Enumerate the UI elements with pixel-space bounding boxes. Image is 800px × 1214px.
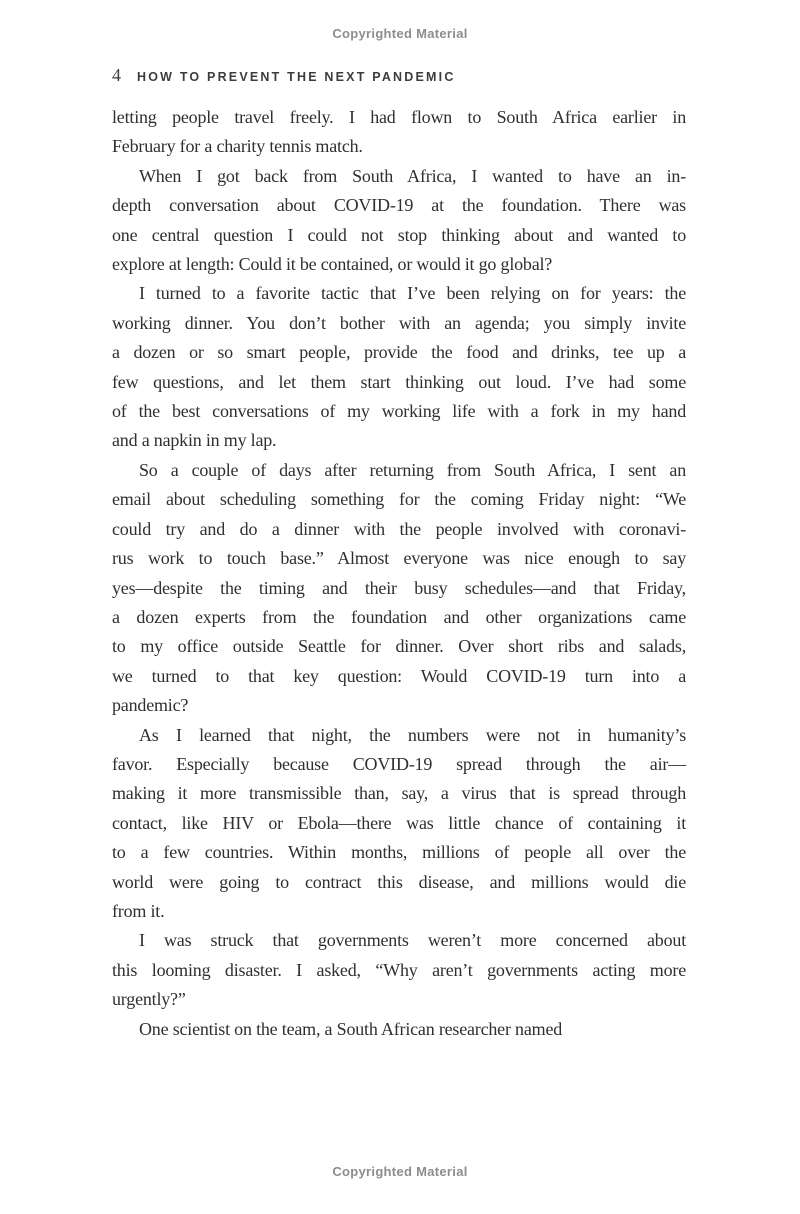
- text-line: this looming disaster. I asked, “Why aren’t governments acting more: [112, 959, 686, 980]
- text-line: So a couple of days after returning from South Africa, I sent an: [139, 459, 686, 480]
- paragraph: [112, 1015, 686, 1044]
- text-line: letting people travel freely. I had flown to South Africa earlier in: [112, 107, 686, 127]
- paragraph: [112, 162, 686, 280]
- text-line: explore at length: Could it be contained, or would it go global?: [112, 254, 553, 275]
- text-line: of the best conversations of my working life with a fork in my hand: [112, 401, 686, 422]
- text-line: urgently?”: [112, 989, 186, 1010]
- text-line: rus work to touch base.” Almost everyone was nice enough to say: [112, 548, 686, 569]
- text-line: When I got back from South Africa, I wanted to have an in-: [139, 165, 686, 186]
- text-line: email about scheduling something for the coming Friday night: “We: [112, 489, 686, 510]
- text-line: few questions, and let them start thinking out loud. I’ve had some: [112, 371, 686, 392]
- paragraph: [112, 456, 686, 721]
- text-line: we turned to that key question: Would COVID-19 turn into a: [112, 665, 686, 686]
- text-line: working dinner. You don’t bother with an agenda; you simply invite: [112, 312, 686, 333]
- text-line: a dozen experts from the foundation and other organizations came: [112, 606, 686, 627]
- text-line: I turned to a favorite tactic that I’ve been relying on for years: the: [139, 283, 686, 304]
- text-line: to my office outside Seattle for dinner. Over short ribs and salads,: [112, 636, 686, 657]
- page-number: 4: [112, 65, 121, 85]
- paragraph: [112, 926, 686, 1014]
- text-line: As I learned that night, the numbers were not in humanity’s: [139, 724, 686, 745]
- copyright-notice-bottom: Copyrighted Material: [332, 1164, 468, 1179]
- paragraph: [112, 103, 686, 162]
- copyright-notice-top: Copyrighted Material: [332, 26, 468, 41]
- text-line: contact, like HIV or Ebola—there was little chance of containing it: [112, 812, 686, 833]
- page-body: [112, 103, 686, 1044]
- text-line: pandemic?: [112, 695, 189, 716]
- running-header: [112, 65, 456, 86]
- text-line: One scientist on the team, a South African researcher named: [139, 1018, 563, 1039]
- text-line: to a few countries. Within months, millions of people all over the: [112, 842, 686, 863]
- text-line: world were going to contract this disease, and millions would die: [112, 871, 686, 892]
- text-line: depth conversation about COVID-19 at the foundation. There was: [112, 195, 686, 216]
- text-line: a dozen or so smart people, provide the food and drinks, tee up a: [112, 342, 686, 363]
- text-line: could try and do a dinner with the people involved with coronavi-: [112, 518, 686, 539]
- paragraph: [112, 279, 686, 455]
- text-line: from it.: [112, 900, 165, 921]
- text-line: and a napkin in my lap.: [112, 430, 277, 451]
- text-line: I was struck that governments weren’t more concerned about: [139, 930, 686, 951]
- text-line: one central question I could not stop thinking about and wanted to: [112, 224, 686, 245]
- text-line: favor. Especially because COVID-19 spread through the air—: [112, 753, 686, 774]
- text-line: yes—despite the timing and their busy schedules—and that Friday,: [112, 577, 686, 598]
- paragraph: [112, 721, 686, 927]
- text-line: making it more transmissible than, say, a virus that is spread through: [112, 783, 686, 804]
- text-line: February for a charity tennis match.: [112, 136, 363, 157]
- running-title: HOW TO PREVENT THE NEXT PANDEMIC: [137, 70, 456, 84]
